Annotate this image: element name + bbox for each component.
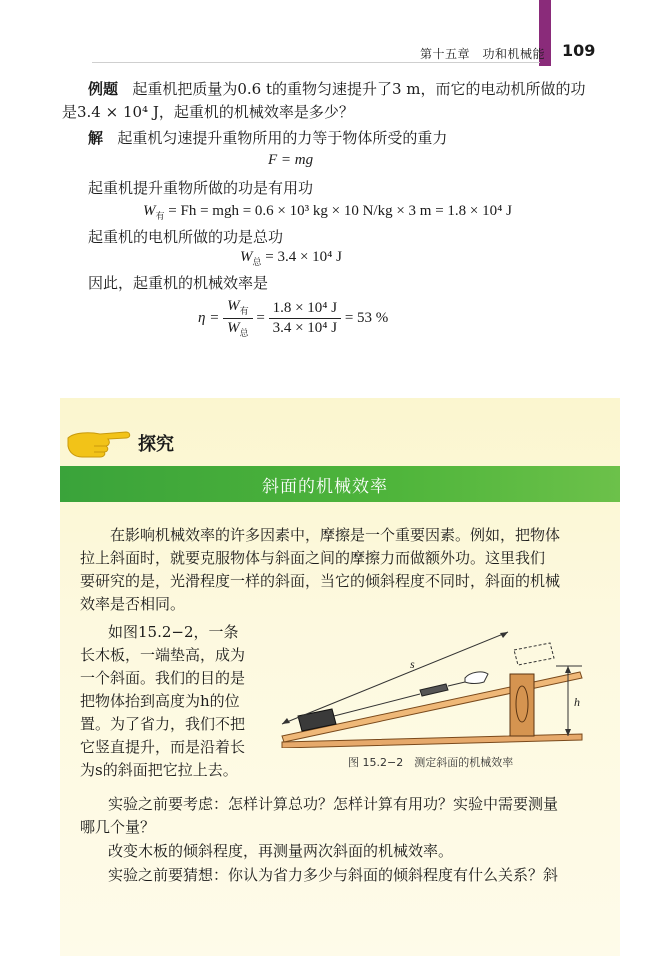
solution-text-3: 起重机的电机所做的功是总功 (88, 228, 284, 246)
frac1-num: W (227, 298, 240, 314)
pointing-hand-icon (64, 424, 134, 458)
para2-line: 如图15.2−2，一条 (108, 623, 239, 641)
w-total-expression: = 3.4 × 10⁴ J (265, 249, 343, 265)
solution-text-1: 起重机匀速提升重物所用的力等于物体所受的重力 (117, 129, 448, 147)
para1-line3: 要研究的是，光滑程度一样的斜面，当它的倾斜程度不同时，斜面的机械 (80, 572, 561, 590)
example-question-1: 起重机把质量为0.6 t的重物匀速提升了3 m，而它的电动机所做的功 (132, 80, 586, 98)
label-h: h (574, 695, 580, 709)
para1-line1: 在影响机械效率的许多因素中，摩擦是一个重要因素。例如，把物体 (110, 526, 561, 544)
para3-line1: 实验之前要考虑：怎样计算总功？怎样计算有用功？实验中需要测量 (108, 795, 559, 813)
para2-line: 它竖直提升，而是沿着长 (80, 738, 246, 756)
eta-symbol: η = (198, 309, 220, 326)
solution-label: 解 (88, 129, 104, 147)
header-rule (92, 62, 540, 63)
w-total-sub: 总 (252, 257, 262, 267)
para1-line4: 效率是否相同。 (80, 595, 186, 613)
w-useful-symbol: W (143, 203, 156, 219)
para2-line: 一个斜面。我们的目的是 (80, 669, 246, 687)
solution-text-4: 因此，起重机的机械效率是 (88, 274, 269, 292)
para5: 实验之前要猜想：你认为省力多少与斜面的倾斜程度有什么关系？斜 (108, 866, 559, 884)
w-useful-sub: 有 (155, 211, 165, 221)
formula-useful-work (143, 203, 512, 222)
fraction-values (269, 300, 342, 337)
para2-line: 把物体抬到高度为h的位 (80, 692, 240, 710)
para3-line2: 哪几个量？ (80, 818, 156, 836)
figure-caption: 图 15.2−2 测定斜面的机械效率 (348, 756, 514, 769)
para2-line: 长木板，一端垫高，成为 (80, 646, 246, 664)
example-question-2: 是3.4 × 10⁴ J，起重机的机械效率是多少？ (62, 103, 354, 121)
example-label: 例题 (88, 80, 119, 98)
para2-line: 置。为了省力，我们不把 (80, 715, 246, 733)
chapter-title: 第十五章 功和机械能 (420, 47, 546, 61)
section-title: 斜面的机械效率 (262, 477, 388, 497)
page-number: 109 (562, 41, 596, 60)
frac1-den-sub: 总 (239, 328, 249, 338)
inquiry-label: 探究 (138, 434, 174, 455)
frac1-den: W (227, 320, 240, 336)
label-s: s (410, 657, 415, 671)
solution-text-2: 起重机提升重物所做的功是有用功 (88, 179, 314, 197)
equals-sign: = (256, 309, 265, 326)
inclined-plane-figure (270, 624, 600, 748)
formula-total-work (240, 249, 342, 268)
para4: 改变木板的倾斜程度，再测量两次斜面的机械效率。 (108, 842, 454, 860)
fraction-w-ratio (223, 298, 253, 339)
formula-force: F = mg (268, 152, 314, 168)
frac2-num: 1.8 × 10⁴ J (269, 300, 342, 319)
w-total-symbol: W (240, 249, 253, 265)
w-useful-expression: = Fh = mgh = 0.6 × 10³ kg × 10 N/kg × 3 m = 1.8 × 10⁴ J (168, 203, 512, 219)
efficiency-formula (198, 298, 388, 339)
para2-line: 为s的斜面把它拉上去。 (80, 761, 238, 779)
frac2-den: 3.4 × 10⁴ J (272, 320, 338, 336)
para1-line2: 拉上斜面时，就要克服物体与斜面之间的摩擦力而做额外功。这里我们 (80, 549, 546, 567)
solution-line1 (88, 127, 447, 149)
efficiency-result: = 53 % (344, 309, 389, 326)
example-line1 (88, 78, 586, 100)
frac1-num-sub: 有 (239, 306, 249, 316)
